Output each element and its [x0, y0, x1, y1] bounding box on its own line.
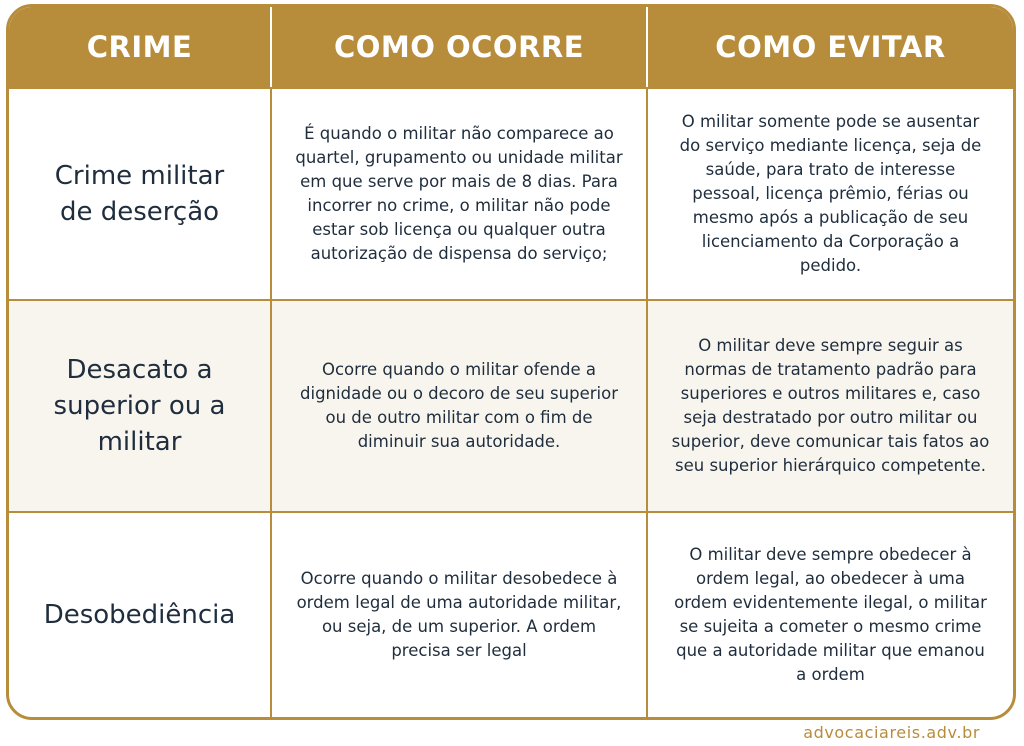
header-como-evitar: COMO EVITAR [646, 7, 1013, 87]
website-footer: advocaciareis.adv.br [803, 723, 980, 742]
row-2-como-evitar: O militar deve sempre seguir as normas de tratamento padrão para superiores e outros militares e, caso seja destratado por outro militar ou superior, deve comunicar tais fatos ao seu superior hierárquico competente. [646, 299, 1013, 511]
header-como-ocorre: COMO OCORRE [270, 7, 646, 87]
table-grid [9, 7, 1013, 717]
row-2-como-ocorre: Ocorre quando o militar ofende a dignidade ou o decoro de seu superior ou de outro militar com o fim de diminuir sua autoridade. [270, 299, 646, 511]
row-1-como-evitar: O militar somente pode se ausentar do serviço mediante licença, seja de saúde, para trato de interesse pessoal, licença prêmio, férias ou mesmo após a publicação de seu licenciamento da Corporação a pedido. [646, 87, 1013, 299]
header-crime: CRIME [9, 7, 270, 87]
crime-table [6, 4, 1016, 720]
row-1-crime: Crime militar de deserção [9, 87, 270, 299]
row-3-como-ocorre: Ocorre quando o militar desobedece à ordem legal de uma autoridade militar, ou seja, de um superior. A ordem precisa ser legal [270, 511, 646, 717]
row-2-crime: Desacato a superior ou a militar [9, 299, 270, 511]
row-3-como-evitar: O militar deve sempre obedecer à ordem legal, ao obedecer à uma ordem evidentemente ilegal, o militar se sujeita a cometer o mesmo crime que a autoridade militar que emanou a ordem [646, 511, 1013, 717]
row-3-crime: Desobediência [9, 511, 270, 717]
row-1-como-ocorre: É quando o militar não comparece ao quartel, grupamento ou unidade militar em que serve por mais de 8 dias. Para incorrer no crime, o militar não pode estar sob licença ou qualquer outra autorização de dispensa do serviço; [270, 87, 646, 299]
